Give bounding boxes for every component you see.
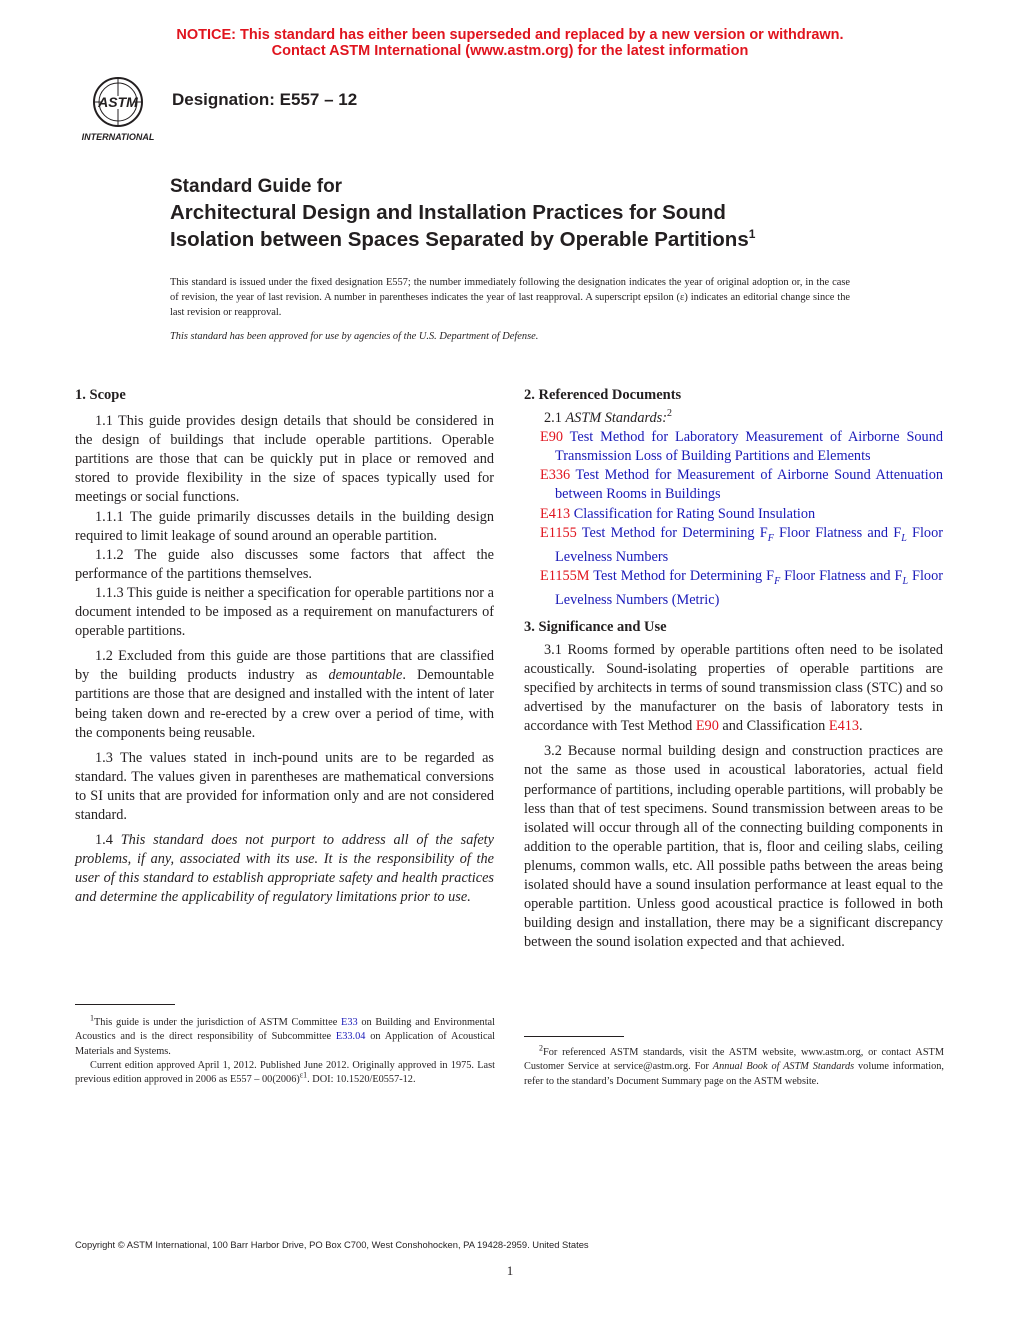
ref-subscript-f: F (767, 532, 774, 544)
approved-note: This standard has been approved for use by agencies of the U.S. Department of Defense. (170, 331, 539, 342)
footnote-1-epsilon: ε1 (299, 1070, 308, 1080)
footnote-rule-left (75, 1004, 175, 1005)
para-3-1-end: . (859, 718, 863, 735)
para-3-1-text: 3.1 Rooms formed by operable partitions often need to be isolated acoustically. Sound-isolating properties of operable partitions are specified by architects in terms of sound transmission class (STC) and so advertised by the manufacturer on the basis of laboratory tests in accordance with Test Method (524, 641, 943, 735)
para-1-1-1: 1.1.1 The guide primarily discusses details in the building design required to limit leakage of sound around an operable partition. (75, 508, 494, 544)
para-2-1-text: ASTM Standards: (565, 410, 667, 427)
ref-title-part-1: Test Method for Determining F (576, 524, 768, 541)
para-3-1-mid: and Classification (718, 718, 829, 735)
ref-subscript-f: F (774, 575, 781, 587)
footnote-2-para (524, 1043, 944, 1089)
ref-code-link[interactable]: E413 (540, 505, 571, 522)
left-column (75, 386, 494, 907)
para-2-1-number: 2.1 (544, 410, 566, 427)
section-heading-significance: 3. Significance and Use (524, 618, 667, 635)
ref-title-part-2: Floor Flatness and F (773, 524, 902, 541)
link-e33[interactable]: E33 (341, 1017, 358, 1028)
para-3-1 (524, 641, 943, 736)
title-footnote-mark: 1 (748, 227, 756, 242)
footnote-2-book-title: Annual Book of ASTM Standards (712, 1061, 855, 1073)
ref-code-link[interactable]: E90 (540, 429, 564, 446)
footnote-2-text-b: volume information, refer to the standard’s Document Summary page on the ASTM website. (524, 1061, 944, 1087)
link-e90[interactable]: E90 (695, 718, 719, 735)
footnote-1-mark: 1 (90, 1013, 94, 1023)
footnote-1-text-a: This guide is under the jurisdiction of ASTM Committee (94, 1017, 342, 1028)
ref-title-part-1: Test Method for Determining F (589, 567, 775, 584)
title-line-2 (170, 228, 755, 252)
ref-code-link[interactable]: E1155M (540, 567, 590, 584)
ref-title-part-3: Floor Levelness Numbers (555, 524, 943, 565)
footnote-1-doi: . DOI: 10.1520/E0557-12. (307, 1074, 416, 1086)
footnote-rule-right (524, 1036, 624, 1037)
para-1-2-term: demountable (328, 667, 403, 684)
para-2-1-footnote-mark: 2 (667, 408, 672, 420)
title-line-2-text: Isolation between Spaces Separated by Operable Partitions (170, 228, 749, 251)
ref-title-link[interactable] (555, 568, 943, 608)
link-e413[interactable]: E413 (828, 718, 860, 735)
ref-e1155m (524, 567, 943, 610)
ref-title-link[interactable]: Test Method for Laboratory Measurement of Airborne Sound Transmission Loss of Building Partitions and Elements (555, 429, 943, 465)
para-1-2 (75, 647, 494, 742)
issue-note: This standard is issued under the fixed designation E557; the number immediately following the designation indicates the year of original adoption or, in the case of revision, the year of last revision. A number in parentheses indicates the year of last reapproval. A superscript epsilon (ε) indicates an editorial change since the last revision or reapproval. (170, 277, 850, 318)
title-line-1: Architectural Design and Installation Practices for Sound (170, 201, 726, 224)
ref-title-part-2: Floor Flatness and F (780, 567, 903, 584)
link-e33-04[interactable]: E33.04 (335, 1031, 366, 1043)
ref-title-link[interactable]: Classification for Rating Sound Insulation (570, 505, 816, 522)
ref-title-link[interactable]: Test Method for Measurement of Airborne Sound Attenuation between Rooms in Buildings (555, 467, 943, 503)
right-column (524, 386, 943, 952)
para-1-1-2: 1.1.2 The guide also discusses some factors that affect the performance of the partitions themselves. (75, 546, 494, 582)
title-prefix: Standard Guide for (170, 176, 343, 197)
designation: Designation: E557 – 12 (172, 90, 358, 109)
ref-code-link[interactable]: E1155 (540, 524, 577, 541)
svg-text:INTERNATIONAL: INTERNATIONAL (81, 132, 155, 142)
footnote-2-mark: 2 (539, 1043, 543, 1053)
footnote-1-edition: Current edition approved April 1, 2012. Published June 2012. Originally approved in 1975. Last previous edition approved in 2006 as E557 – 00(2006) (75, 1059, 495, 1086)
ref-e413 (524, 505, 943, 524)
section-heading-scope: 1. Scope (75, 387, 126, 403)
para-1-4-text: This standard does not purport to address all of the safety problems, if any, associated with its use. It is the responsibility of the user of this standard to establish appropriate safety and health practices and determine the applicability of regulatory limitations prior to use. (75, 832, 494, 906)
para-3-2: 3.2 Because normal building design and construction practices are not the same as those used in acoustical laboratories, actual field performance of partitions, including operable partitions, will probably be less than that of test specimens. Sound transmission between areas to be isolated will occur through all of the connecting building components in addition to the operable partition, that is, floor and ceiling slabs, ceiling plenums, common walls, etc. All possible paths between the areas being isolated should have a sound insulation performance at least equal to the operable partition. Unless good acoustical practice is followed in both building design and installation, there may be a significant discrepancy between the sound isolation expected and that achieved. (524, 743, 943, 951)
svg-text:ASTM: ASTM (98, 94, 138, 110)
footnote-1 (75, 1013, 495, 1087)
notice-line-1: NOTICE: This standard has either been superseded and replaced by a new version or withdrawn. (176, 27, 844, 43)
ref-title-link[interactable] (555, 525, 943, 565)
ref-subscript-l: L (902, 575, 909, 587)
para-1-1-3: 1.1.3 This guide is neither a specification for operable partitions nor a document intended to be imposed as a requirement on manufacturers of operable partitions. (75, 584, 494, 640)
para-1-4-number: 1.4 (95, 832, 121, 849)
footnote-2-text-a: For referenced ASTM standards, visit the ASTM website, www.astm.org, or contact ASTM Customer Service at service@astm.org. For (524, 1047, 944, 1073)
para-1-2-rest: . Demountable partitions are those that are designed and installed with the intent of later being taken down and re-erected by a crew over a period of time, with the components being reusable. (75, 667, 494, 741)
para-1-2-text: 1.2 Excluded from this guide are those partitions that are classified by the building products industry as (75, 648, 494, 684)
section-heading-referenced: 2. Referenced Documents (524, 387, 682, 403)
footnote-1-para-1 (75, 1013, 495, 1059)
page-number: 1 (506, 1263, 514, 1278)
ref-title-part-3: Floor Levelness Numbers (Metric) (555, 567, 943, 608)
ref-code-link[interactable]: E336 (540, 467, 571, 484)
footnote-2 (524, 1043, 944, 1089)
footnote-1-text-b: on Building and Environmental Acoustics and is the direct responsibility of Subcommittee (75, 1017, 495, 1043)
copyright-line: Copyright © ASTM International, 100 Barr Harbor Drive, PO Box C700, West Conshohocken, PA 19428-2959. United States (75, 1239, 589, 1250)
ref-subscript-l: L (901, 532, 907, 544)
para-1-1: 1.1 This guide provides design details that should be considered in the design of buildings that include operable partitions. Operable partitions are those that can be quickly put in place or removed and stored to provide flexibility in the size of spaces typically used for meetings or social functions. (75, 413, 494, 506)
ref-e1155 (524, 524, 943, 567)
astm-logo (74, 74, 162, 144)
notice-line-2: Contact ASTM International (www.astm.org) for the latest information (271, 43, 749, 59)
para-1-4 (75, 831, 494, 907)
ref-e336 (524, 466, 943, 504)
para-1-3: 1.3 The values stated in inch-pound units are to be regarded as standard. The values given in parentheses are mathematical conversions to SI units that are provided for information only and are not considered standard. (75, 749, 494, 823)
footnote-1-text-c: on Application of Acoustical Materials and Systems. (75, 1031, 495, 1057)
footnote-1-para-2 (75, 1059, 495, 1088)
para-2-1 (524, 409, 943, 428)
ref-e90 (524, 428, 943, 466)
